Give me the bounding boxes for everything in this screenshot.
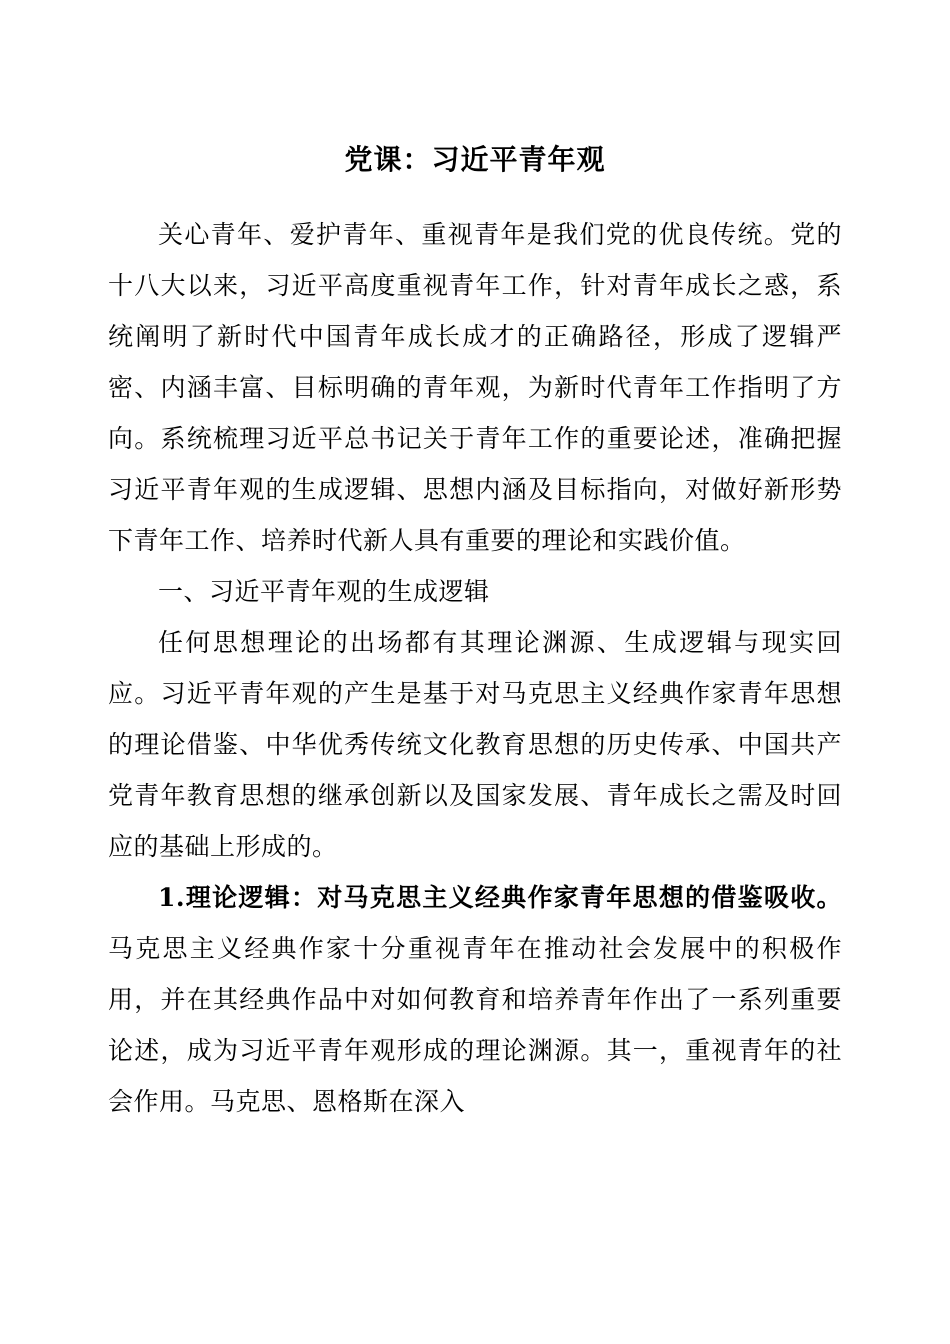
section-heading-one: 一、习近平青年观的生成逻辑 — [158, 577, 490, 607]
paragraph-intro: 关心青年、爱护青年、重视青年是我们党的优良传统。党的十八大以来，习近平高度重视青年工作，针对青年成长之惑，系统阐明了新时代中国青年成长成才的正确路径，形成了逻辑严密、内涵丰富、目标明确的青年观，为新时代青年工作指明了方向。系统梳理习近平总书记关于青年工作的重要论述，准确把握习近平青年观的生成逻辑、思想内涵及目标指向，对做好新形势下青年工作、培养时代新人具有重要的理论和实践价值。 — [108, 220, 842, 556]
item-one-lead: 1.理论逻辑：对马克思主义经典作家青年思想的借鉴吸收。 — [158, 883, 842, 913]
paragraph-section-one-body: 任何思想理论的出场都有其理论渊源、生成逻辑与现实回应。习近平青年观的产生是基于对马克思主义经典作家青年思想的理论借鉴、中华优秀传统文化教育思想的历史传承、中国共产党青年教育思想的继承创新以及国家发展、青年成长之需及时回应的基础上形成的。 — [108, 628, 842, 862]
paragraph-item-one — [108, 872, 842, 1127]
page-title: 党课：习近平青年观 — [344, 143, 606, 176]
item-one-body: 马克思主义经典作家十分重视青年在推动社会发展中的积极作用，并在其经典作品中对如何教育和培养青年作出了一系列重要论述，成为习近平青年观形成的理论渊源。其一，重视青年的社会作用。马克思、恩格斯在深入 — [108, 934, 842, 1117]
